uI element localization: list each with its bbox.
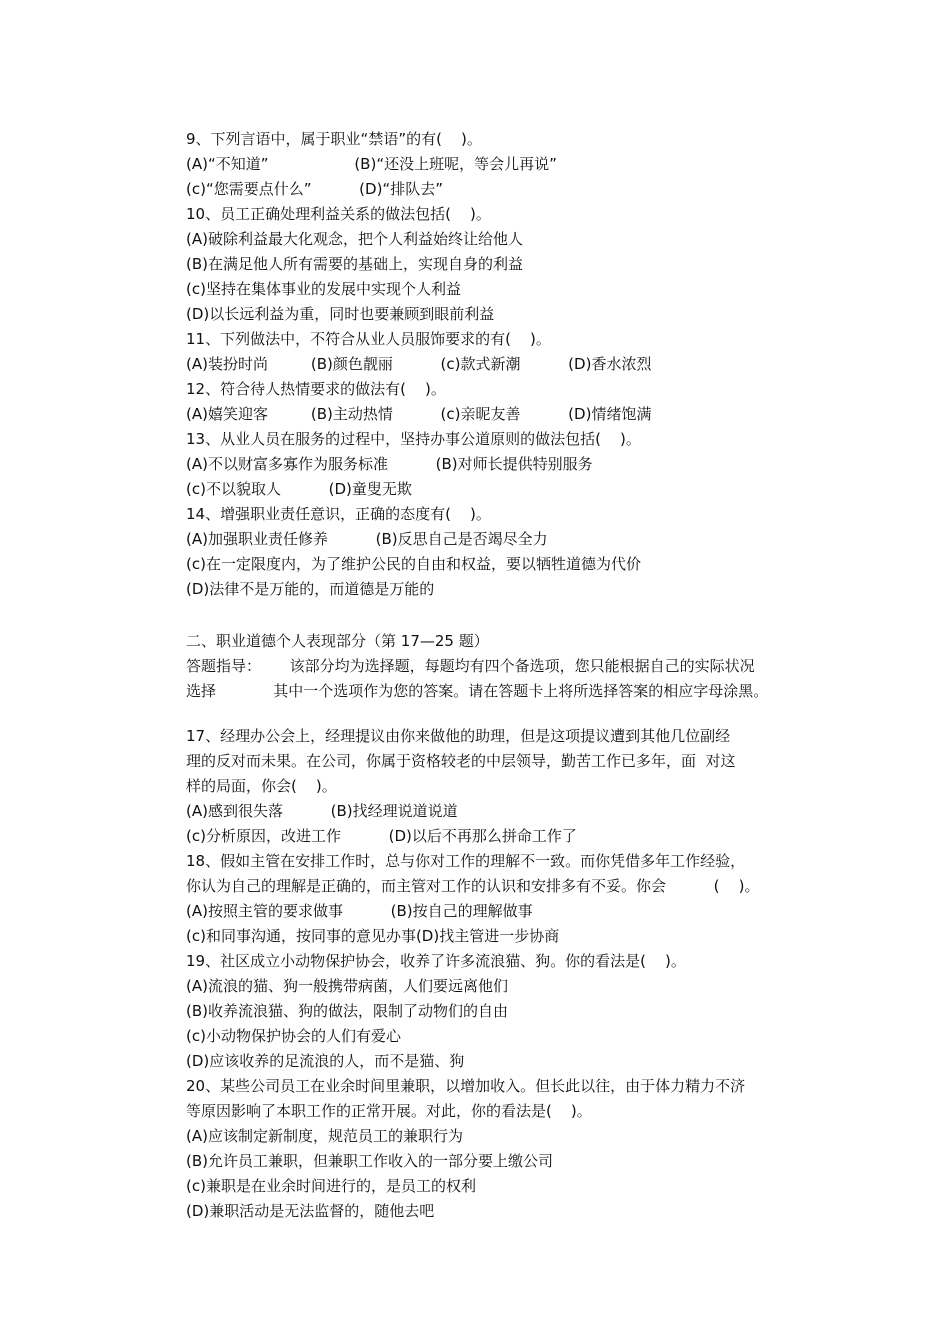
- text-line: (B)在满足他人所有需要的基础上，实现自身的利益: [186, 255, 523, 273]
- text-line: (D)以长远利益为重，同时也要兼顾到眼前利益: [186, 305, 495, 323]
- text-line: 13、从业人员在服务的过程中，坚持办事公道原则的做法包括( )。: [186, 430, 641, 448]
- text-line: 等原因影响了本职工作的正常开展。对此，你的看法是( )。: [186, 1102, 592, 1120]
- text-line: (A)不以财富多寡作为服务标准 (B)对师长提供特别服务: [186, 455, 593, 473]
- text-line: (A)应该制定新制度，规范员工的兼职行为: [186, 1127, 463, 1145]
- text-line: 14、增强职业责任意识，正确的态度有( )。: [186, 505, 491, 523]
- text-line: 12、符合待人热情要求的做法有( )。: [186, 380, 446, 398]
- text-line: (B)收养流浪猫、狗的做法，限制了动物们的自由: [186, 1002, 508, 1020]
- text-line: 18、假如主管在安排工作时，总与你对工作的理解不一致。而你凭借多年工作经验，: [186, 852, 746, 870]
- text-line: (c)在一定限度内，为了维护公民的自由和权益，要以牺牲道德为代价: [186, 555, 641, 573]
- text-line: (A)按照主管的要求做事 (B)按自己的理解做事: [186, 902, 533, 920]
- text-line: (D)兼职活动是无法监督的，随他去吧: [186, 1202, 435, 1220]
- text-line: (c)小动物保护协会的人们有爱心: [186, 1027, 401, 1045]
- text-line: 17、经理办公会上，经理提议由你来做他的助理，但是这项提议遭到其他几位副经: [186, 727, 731, 745]
- text-line: (c)兼职是在业余时间进行的，是员工的权利: [186, 1177, 476, 1195]
- text-line: 理的反对而未果。在公司，你属于资格较老的中层领导，勤苦工作已多年，面 对这: [186, 752, 736, 770]
- text-line: (D)应该收养的足流浪的人，而不是猫、狗: [186, 1052, 465, 1070]
- text-line: (c)分析原因，改进工作 (D)以后不再那么拼命工作了: [186, 827, 577, 845]
- text-line: (c)“您需要点什么” (D)“排队去”: [186, 180, 443, 198]
- text-line: 10、员工正确处理利益关系的做法包括( )。: [186, 205, 491, 223]
- text-line: 20、某些公司员工在业余时间里兼职，以增加收入。但长此以往，由于体力精力不济: [186, 1077, 746, 1095]
- text-line: 你认为自己的理解是正确的，而主管对工作的认识和安排多有不妥。你会 ( )。: [186, 877, 760, 895]
- text-line: 二、职业道德个人表现部分（第 17—25 题）: [186, 632, 489, 650]
- text-line: (B)允许员工兼职，但兼职工作收入的一部分要上缴公司: [186, 1152, 553, 1170]
- text-line: 选择 其中一个选项作为您的答案。请在答题卡上将所选择答案的相应字母涂黑。: [186, 682, 769, 700]
- text-line: (c)不以貌取人 (D)童叟无欺: [186, 480, 412, 498]
- text-line: (c)和同事沟通，按同事的意见办事(D)找主管进一步协商: [186, 927, 560, 945]
- text-line: (A)加强职业责任修养 (B)反思自己是否竭尽全力: [186, 530, 548, 548]
- text-line: (A)“不知道” (B)“还没上班呢，等会儿再说”: [186, 155, 557, 173]
- text-line: 9、下列言语中，属于职业“禁语”的有( )。: [186, 130, 482, 148]
- text-line: (D)法律不是万能的，而道德是万能的: [186, 580, 435, 598]
- text-line: (A)装扮时尚 (B)颜色靓丽 (c)款式新潮 (D)香水浓烈: [186, 355, 652, 373]
- text-line: (c)坚持在集体事业的发展中实现个人利益: [186, 280, 461, 298]
- text-line: (A)感到很失落 (B)找经理说道说道: [186, 802, 458, 820]
- text-line: (A)嬉笑迎客 (B)主动热情 (c)亲昵友善 (D)情绪饱满: [186, 405, 652, 423]
- text-line: (A)流浪的猫、狗一般携带病菌，人们要远离他们: [186, 977, 508, 995]
- text-line: 答题指导： 该部分均为选择题，每题均有四个备选项，您只能根据自己的实际状况: [186, 657, 755, 675]
- text-line: (A)破除利益最大化观念，把个人利益始终让给他人: [186, 230, 523, 248]
- text-line: 11、下列做法中，不符合从业人员服饰要求的有( )。: [186, 330, 551, 348]
- text-line: 样的局面，你会( )。: [186, 777, 337, 795]
- text-line: 19、社区成立小动物保护协会，收养了许多流浪猫、狗。你的看法是( )。: [186, 952, 686, 970]
